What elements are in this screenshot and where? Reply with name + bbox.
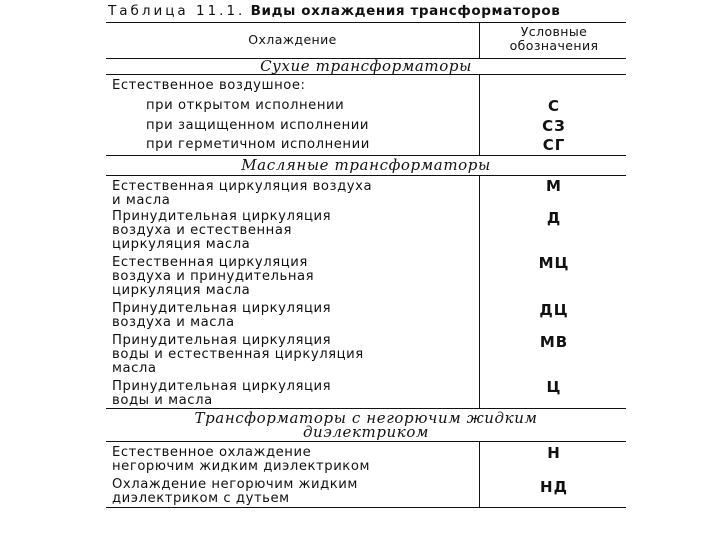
row-desc: Принудительная циркуляция воздуха и естественная циркуляция масла	[112, 209, 332, 252]
header-symbols-line1: Условные	[520, 24, 588, 39]
row-desc: при открытом исполнении	[146, 98, 345, 113]
row-code: СГ	[542, 136, 566, 154]
row-desc: Принудительная циркуляция воздуха и масла	[112, 301, 332, 330]
table-number: Таблица 11.1.	[108, 3, 246, 19]
row-code: С	[547, 97, 560, 115]
row-code: МЦ	[538, 254, 570, 272]
row-desc: Принудительная циркуляция воды и естественная циркуляция масла	[112, 333, 364, 376]
row-desc: Принудительная циркуляция воды и масла	[112, 379, 332, 408]
row-code: Д	[546, 209, 562, 227]
rule-section2-title	[106, 175, 626, 176]
column-separator	[479, 22, 480, 58]
header-cooling: Охлаждение	[248, 32, 337, 47]
table-title: Виды охлаждения трансформаторов	[250, 3, 561, 19]
header-symbols-line2: обозначения	[509, 38, 599, 53]
row-code: МВ	[539, 333, 569, 351]
row-code: Н	[547, 444, 561, 462]
row-desc: Естественная циркуляция воздуха и принудительная циркуляция масла	[112, 255, 315, 298]
row-code: СЗ	[542, 117, 566, 135]
section-title-oil: Масляные трансформаторы	[241, 156, 491, 174]
rule-bottom	[106, 507, 626, 508]
rule-section3-title	[106, 441, 626, 442]
rule-top	[106, 22, 626, 23]
row-desc: Естественная циркуляция воздуха и масла	[112, 179, 373, 208]
row-desc: при защищенном исполнении	[146, 118, 370, 133]
row-desc: при герметичном исполнении	[146, 137, 370, 152]
row-code: ДЦ	[539, 301, 569, 319]
row-desc: Охлаждение негорючим жидким диэлектриком с дутьем	[112, 477, 358, 506]
column-separator	[479, 74, 480, 155]
column-separator	[479, 175, 480, 408]
table-caption	[108, 3, 628, 21]
group-label-natural-air: Естественное воздушное:	[112, 78, 306, 93]
column-separator	[479, 441, 480, 507]
row-code: Ц	[546, 378, 562, 396]
row-code: НД	[540, 478, 568, 496]
cooling-types-table	[106, 3, 626, 508]
section-title-nonflammable-line2: диэлектриком	[302, 423, 430, 441]
section-title-dry: Сухие трансформаторы	[260, 57, 472, 75]
section-title-nonflammable-line1: Трансформаторы с негорючим жидким	[194, 409, 538, 427]
row-desc: Естественное охлаждение негорючим жидким диэлектриком	[112, 445, 370, 474]
row-code: М	[546, 177, 562, 195]
